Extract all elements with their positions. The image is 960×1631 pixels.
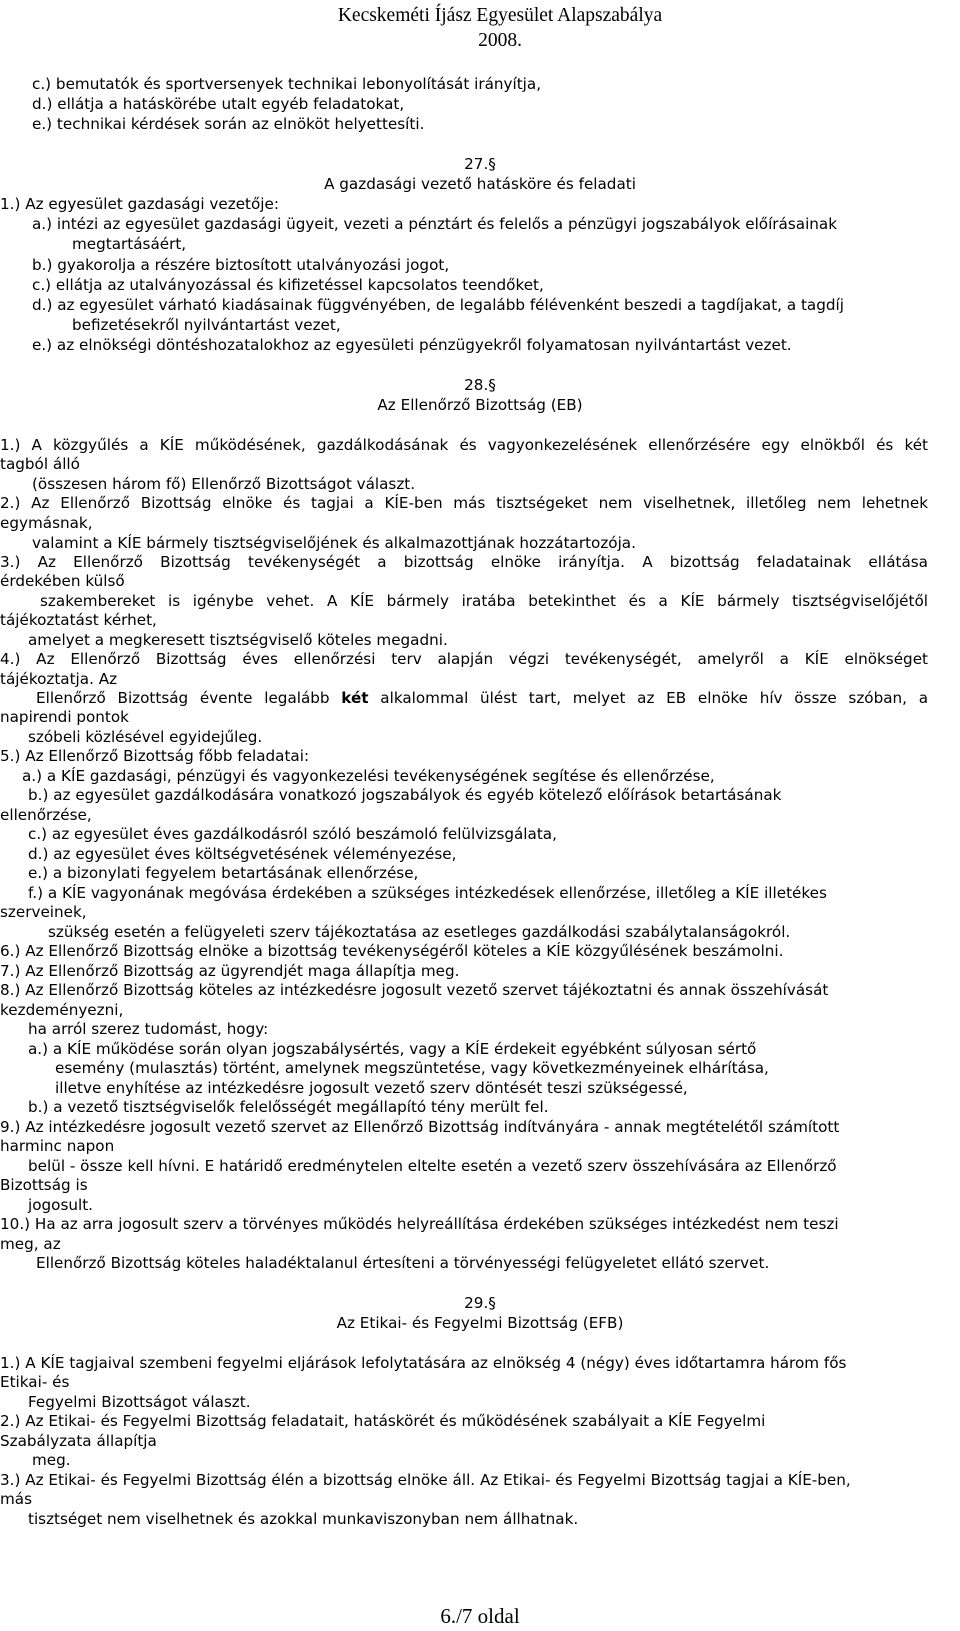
text-line: b.) gyakorolja a részére biztosított utalványozási jogot, <box>32 256 450 274</box>
page-number: 6./7 oldal <box>440 1604 520 1628</box>
text-line: c.) ellátja az utalványozással és kifizetéssel kapcsolatos teendőket, <box>32 276 544 294</box>
section-number: 27.§ <box>464 155 496 173</box>
text-line: valamint a KÍE bármely tisztségviselőjének és alkalmazottjának hozzátartozója. <box>32 534 636 552</box>
text-line: szakembereket is igénybe vehet. A KÍE bármely iratába betekinthet és a KÍE bármely tisztségviselőjétől <box>40 592 928 610</box>
text-line: 6.) Az Ellenőrző Bizottság elnöke a bizottság tevékenységéről köteles a KÍE közgyűlésének beszámolni. <box>0 942 784 960</box>
text-line: Bizottság is <box>0 1176 88 1194</box>
text-line: megtartásáért, <box>72 235 187 253</box>
emphasis-text: két <box>341 689 369 707</box>
text-line: 9.) Az intézkedésre jogosult vezető szervet az Ellenőrző Bizottság indítványára - annak megtételétől számított <box>0 1118 840 1136</box>
text-line: 5.) Az Ellenőrző Bizottság főbb feladatai: <box>0 747 310 765</box>
text-line: tagból álló <box>0 455 80 473</box>
text-line: Fegyelmi Bizottságot választ. <box>28 1393 251 1411</box>
text-line: napirendi pontok <box>0 708 129 726</box>
section-title: Az Etikai- és Fegyelmi Bizottság (EFB) <box>336 1314 624 1332</box>
text-line: 1.) A KÍE tagjaival szembeni fegyelmi eljárások lefolytatására az elnökség 4 (négy) éves időtartamra három fős <box>0 1354 847 1372</box>
text-line: harminc napon <box>0 1137 115 1155</box>
text-line: Etikai- és <box>0 1373 70 1391</box>
text-line: d.) az egyesület várható kiadásainak függvényében, de legalább félévenként beszedi a tagdíjakat, a tagdíj <box>32 296 844 314</box>
document-title: Kecskeméti Íjász Egyesület Alapszabálya <box>337 5 663 26</box>
text-line: szükség esetén a felügyeleti szerv tájékoztatása az esetleges gazdálkodási szabálytalanságokról. <box>48 923 791 941</box>
text-line: tisztséget nem viselhetnek és azokkal munkaviszonyban nem állhatnak. <box>28 1510 579 1528</box>
text-line: tájékoztatást kérhet, <box>0 611 157 629</box>
text-line: 7.) Az Ellenőrző Bizottság az ügyrendjét maga állapítja meg. <box>0 962 460 980</box>
text-line: befizetésekről nyilvántartást vezet, <box>72 316 341 334</box>
text-line: 10.) Ha az arra jogosult szerv a törvényes működés helyreállítása érdekében szükséges intézkedést nem teszi <box>0 1215 839 1233</box>
document-year: 2008. <box>478 30 522 51</box>
text-line: a.) a KÍE gazdasági, pénzügyi és vagyonkezelési tevékenységének segítése és ellenőrzése, <box>22 767 715 785</box>
text-line: c.) az egyesület éves gazdálkodásról szóló beszámoló felülvizsgálata, <box>28 825 557 843</box>
text-line: 8.) Az Ellenőrző Bizottság köteles az intézkedésre jogosult vezető szervet tájékoztatni és annak összehívását <box>0 981 829 999</box>
text-line: kezdeményezni, <box>0 1001 124 1019</box>
text-line: egymásnak, <box>0 514 93 532</box>
text-line: (összesen három fő) Ellenőrző Bizottságot választ. <box>32 475 416 493</box>
section-number: 28.§ <box>464 376 496 394</box>
text-line: esemény (mulasztás) történt, amelynek megszüntetése, vagy következményeinek elhárítása, <box>55 1059 769 1077</box>
text-line: érdekében külső <box>0 572 125 590</box>
text-line: 1.) A közgyűlés a KÍE működésének, gazdálkodásának és vagyonkezelésének ellenőrzésére egy elnökből és két <box>0 436 928 454</box>
text-span: alkalommal ülést tart, melyet az EB elnöke hív össze szóban, a <box>380 689 929 707</box>
text-line: szerveinek, <box>0 903 87 921</box>
text-line: amelyet a megkeresett tisztségviselő köteles megadni. <box>28 631 448 649</box>
text-line: f.) a KÍE vagyonának megóvása érdekében a szükséges intézkedések ellenőrzése, illetőleg a KÍE illetékes <box>28 884 827 902</box>
text-line: 3.) Az Ellenőrző Bizottság tevékenységét a bizottság elnöke irányítja. A bizottság feladatainak ellátása <box>0 553 928 571</box>
text-line: e.) a bizonylati fegyelem betartásának ellenőrzése, <box>28 864 419 882</box>
text-span: Ellenőrző Bizottság évente legalább <box>36 689 330 707</box>
text-line: 3.) Az Etikai- és Fegyelmi Bizottság élén a bizottság elnöke áll. Az Etikai- és Fegyelmi Bizottság tagjai a KÍE-ben, <box>0 1471 851 1489</box>
section-title: Az Ellenőrző Bizottság (EB) <box>377 396 583 414</box>
text-line <box>36 689 928 707</box>
text-line: illetve enyhítése az intézkedésre jogosult vezető szerv döntését teszi szükségessé, <box>55 1079 688 1097</box>
text-line: jogosult. <box>28 1196 93 1214</box>
text-line: 4.) Az Ellenőrző Bizottság éves ellenőrzési terv alapján végzi tevékenységét, amelyről a KÍE elnökséget <box>0 650 928 668</box>
text-line: e.) az elnökségi döntéshozatalokhoz az egyesületi pénzügyekről folyamatosan nyilvántartást vezet. <box>32 336 792 354</box>
text-line: 2.) Az Etikai- és Fegyelmi Bizottság feladatait, hatáskörét és működésének szabályait a KÍE Fegyelmi <box>0 1412 766 1430</box>
text-line: c.) bemutatók és sportversenyek technikai lebonyolítását irányítja, <box>32 75 542 93</box>
text-line: b.) az egyesület gazdálkodására vonatkozó jogszabályok és egyéb kötelező előírások betartásának <box>28 786 782 804</box>
text-line: d.) az egyesület éves költségvetésének véleményezése, <box>28 845 457 863</box>
text-line: tájékoztatja. Az <box>0 670 118 688</box>
text-line: Ellenőrző Bizottság köteles haladéktalanul értesíteni a törvényességi felügyeletet ellátó szervet. <box>36 1254 770 1272</box>
text-line: más <box>0 1490 33 1508</box>
text-line: meg. <box>32 1451 71 1469</box>
text-line: a.) a KÍE működése során olyan jogszabálysértés, vagy a KÍE érdekeit egyébként súlyosan sértő <box>28 1040 757 1058</box>
text-line: b.) a vezető tisztségviselők felelősségét megállapító tény merült fel. <box>28 1098 549 1116</box>
text-line: belül - össze kell hívni. E határidő eredménytelen eltelte esetén a vezető szerv összehívására az Ellenőrző <box>28 1157 837 1175</box>
text-line: ellenőrzése, <box>0 806 92 824</box>
text-line: ha arról szerez tudomást, hogy: <box>28 1020 269 1038</box>
section-number: 29.§ <box>464 1294 496 1312</box>
text-line: a.) intézi az egyesület gazdasági ügyeit, vezeti a pénztárt és felelős a pénzügyi jogszabályok előírásainak <box>32 215 838 233</box>
text-line: szóbeli közlésével egyidejűleg. <box>28 728 263 746</box>
text-line: meg, az <box>0 1235 61 1253</box>
section-title: A gazdasági vezető hatásköre és feladati <box>324 175 636 193</box>
text-line: Szabályzata állapítja <box>0 1432 157 1450</box>
text-line: d.) ellátja a hatáskörébe utalt egyéb feladatokat, <box>32 95 405 113</box>
text-line: 1.) Az egyesület gazdasági vezetője: <box>0 195 279 213</box>
text-line: 2.) Az Ellenőrző Bizottság elnöke és tagjai a KÍE-ben más tisztségeket nem viselhetnek, illetőleg nem lehetnek <box>0 494 928 512</box>
text-line: e.) technikai kérdések során az elnököt helyettesíti. <box>32 115 425 133</box>
